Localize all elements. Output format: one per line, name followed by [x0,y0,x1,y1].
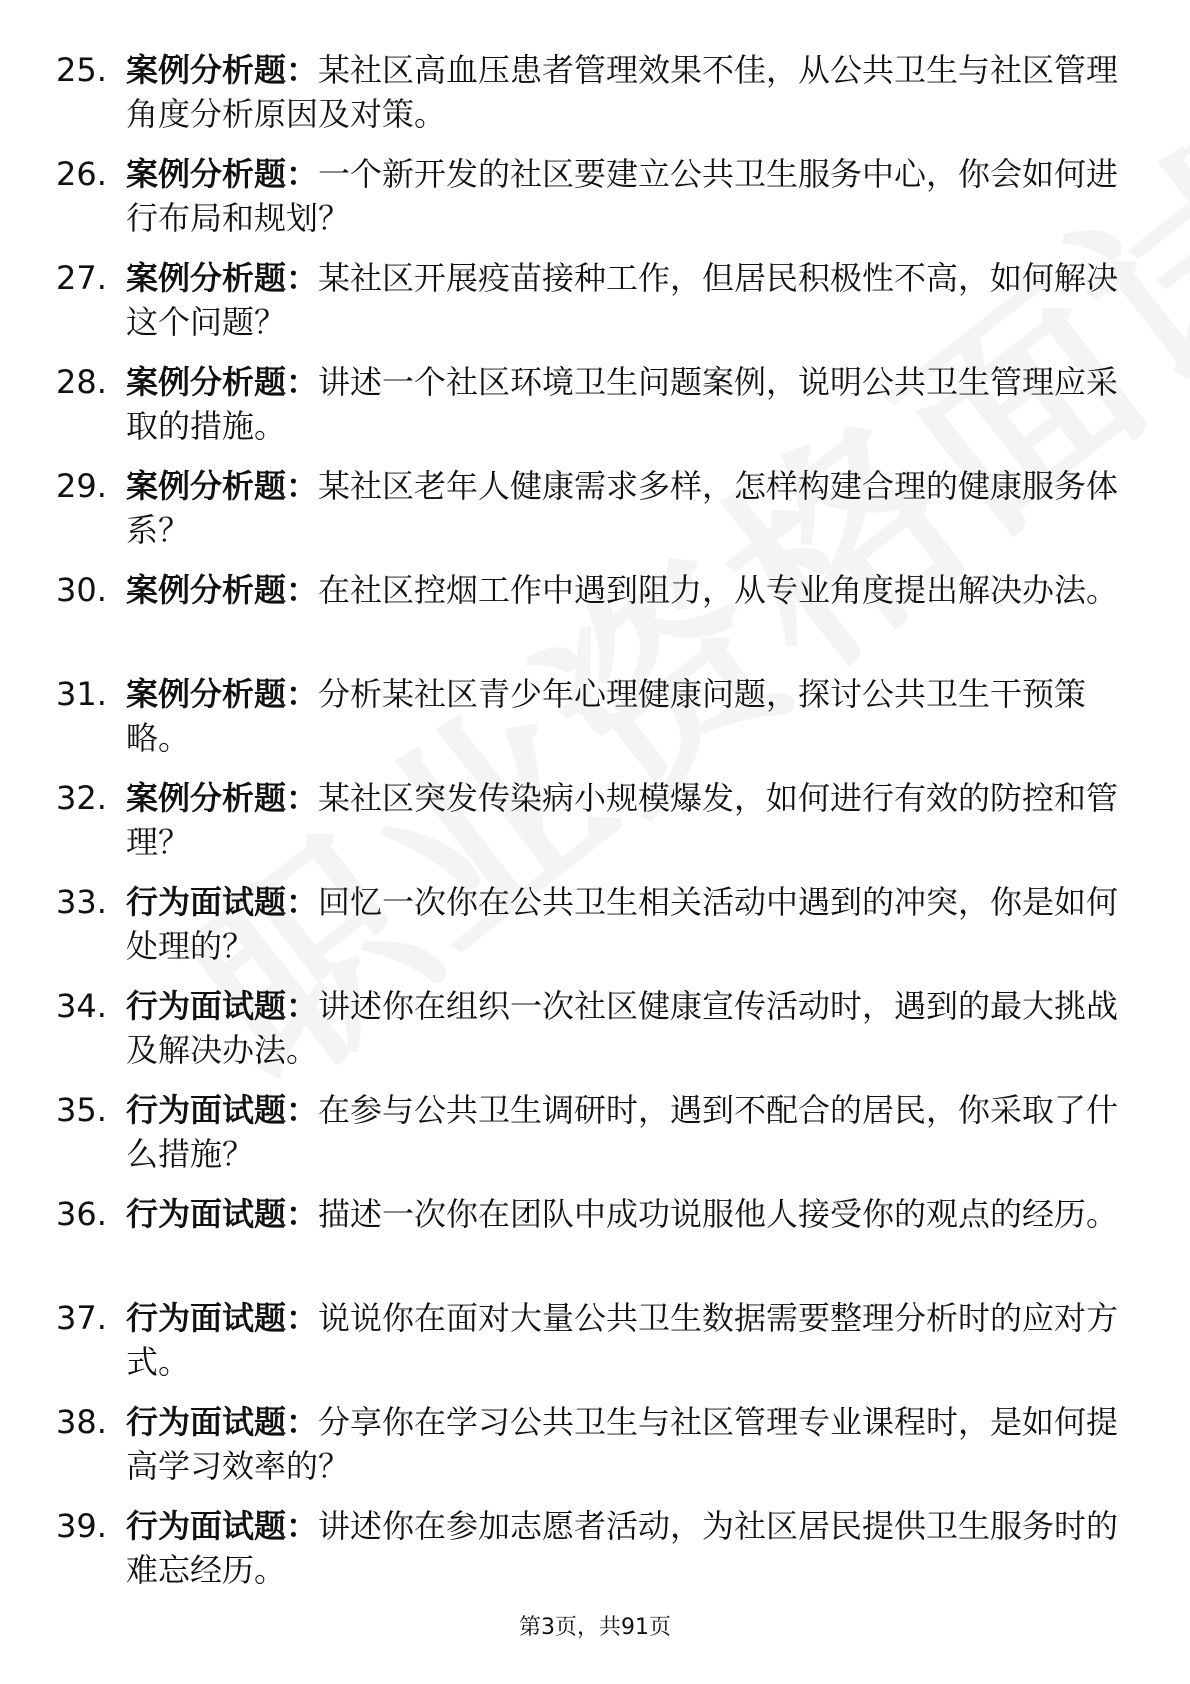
question-number: 25. [56,51,107,89]
page-footer: 第3页，共91页 [519,1615,671,1640]
question-type: 案例分析题： [126,155,319,193]
question-text-wrap [126,360,1126,448]
question-text-wrap [126,1192,1126,1236]
question-text-wrap [126,256,1126,344]
question-number: 35. [56,1091,107,1129]
question-number: 26. [56,155,107,193]
question-text: 分析某社区青少年心理健康问题，探讨公共卫生干预策略。 [126,675,1087,757]
question-number: 29. [56,467,107,505]
question-number: 27. [56,259,107,297]
question-type: 行为面试题： [126,987,319,1025]
question-type: 行为面试题： [126,1403,319,1441]
question-text-wrap [126,880,1126,968]
question-text-wrap [126,1296,1126,1384]
question-type: 行为面试题： [126,1299,319,1337]
question-type: 行为面试题： [126,1507,319,1545]
question-text: 讲述你在组织一次社区健康宣传活动时，遇到的最大挑战及解决办法。 [126,987,1119,1069]
question-number: 34. [56,987,107,1025]
question-type: 案例分析题： [126,259,319,297]
question-item [56,880,1126,984]
question-item [56,1296,1126,1400]
question-item [56,776,1126,880]
question-type: 案例分析题： [126,467,319,505]
question-number: 38. [56,1403,107,1441]
question-list [56,48,1126,1608]
question-text-wrap [126,48,1126,136]
question-type: 案例分析题： [126,51,319,89]
question-type: 行为面试题： [126,883,319,921]
question-number: 32. [56,779,107,817]
question-number: 36. [56,1195,107,1233]
question-item [56,1088,1126,1192]
question-text-wrap [126,672,1126,760]
question-text: 讲述一个社区环境卫生问题案例，说明公共卫生管理应采取的措施。 [126,363,1119,445]
question-text-wrap [126,984,1126,1072]
question-text: 某社区老年人健康需求多样，怎样构建合理的健康服务体系？ [126,467,1119,549]
question-item [56,568,1126,672]
question-text-wrap [126,1400,1126,1488]
question-text: 某社区开展疫苗接种工作，但居民积极性不高，如何解决这个问题？ [126,259,1119,341]
question-type: 案例分析题： [126,779,319,817]
question-number: 28. [56,363,107,401]
question-text-wrap [126,152,1126,240]
question-item [56,1400,1126,1504]
question-number: 33. [56,883,107,921]
question-type: 行为面试题： [126,1091,319,1129]
question-number: 39. [56,1507,107,1545]
question-text-wrap [126,464,1126,552]
question-type: 案例分析题： [126,675,319,713]
question-type: 行为面试题： [126,1195,319,1233]
question-text: 回忆一次你在公共卫生相关活动中遇到的冲突，你是如何处理的？ [126,883,1119,965]
question-item [56,256,1126,360]
question-item [56,1504,1126,1608]
question-text-wrap [126,568,1126,612]
question-item [56,464,1126,568]
question-number: 30. [56,571,107,609]
question-item [56,672,1126,776]
question-text: 分享你在学习公共卫生与社区管理专业课程时，是如何提高学习效率的？ [126,1403,1119,1485]
question-type: 案例分析题： [126,363,319,401]
question-text: 讲述你在参加志愿者活动，为社区居民提供卫生服务时的难忘经历。 [126,1507,1119,1589]
question-type: 案例分析题： [126,571,319,609]
question-item [56,360,1126,464]
question-item [56,1192,1126,1296]
question-text-wrap [126,776,1126,864]
question-text: 一个新开发的社区要建立公共卫生服务中心，你会如何进行布局和规划？ [126,155,1119,237]
question-text-wrap [126,1088,1126,1176]
question-text: 在社区控烟工作中遇到阻力，从专业角度提出解决办法。 [318,571,1119,609]
question-text: 某社区高血压患者管理效果不佳，从公共卫生与社区管理角度分析原因及对策。 [126,51,1119,133]
question-item [56,48,1126,152]
question-text: 在参与公共卫生调研时，遇到不配合的居民，你采取了什么措施？ [126,1091,1119,1173]
question-number: 37. [56,1299,107,1337]
question-item [56,984,1126,1088]
question-item [56,152,1126,256]
question-text-wrap [126,1504,1126,1592]
question-number: 31. [56,675,107,713]
question-text: 描述一次你在团队中成功说服他人接受你的观点的经历。 [318,1195,1119,1233]
question-text: 某社区突发传染病小规模爆发，如何进行有效的防控和管理？ [126,779,1119,861]
question-text: 说说你在面对大量公共卫生数据需要整理分析时的应对方式。 [126,1299,1119,1381]
